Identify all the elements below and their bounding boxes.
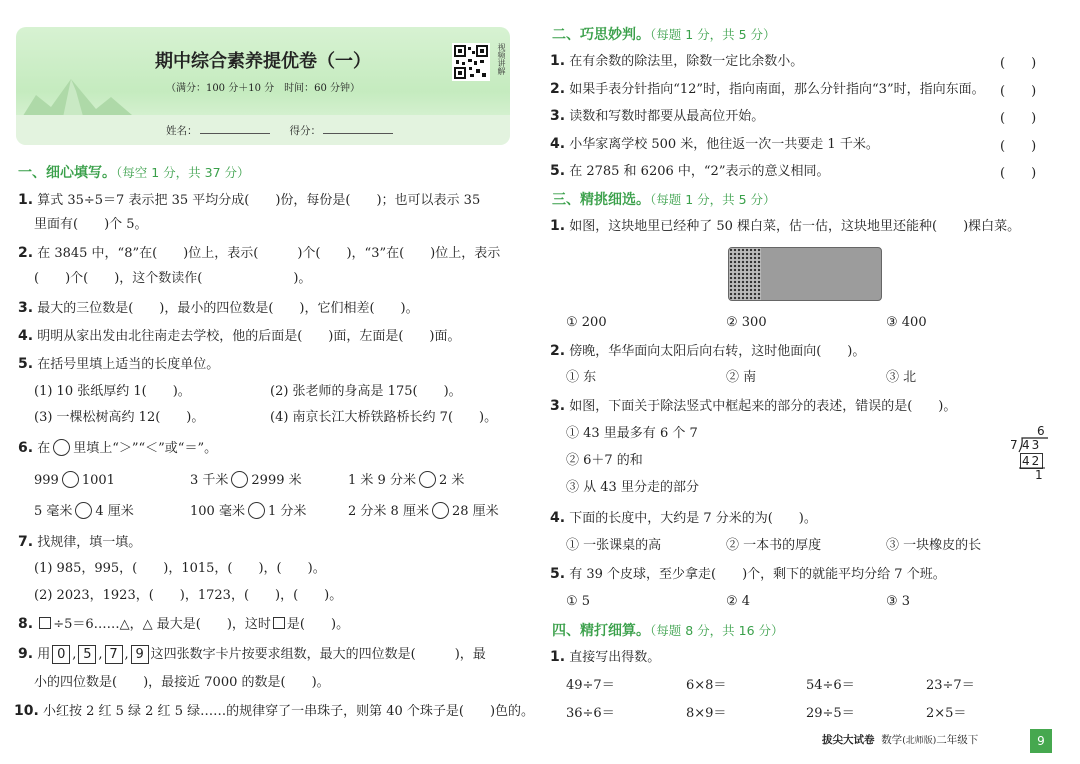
digit-card: 5	[78, 645, 96, 664]
question-7: 7. 找规律，填一填。	[18, 534, 142, 550]
cabbage-dots	[729, 248, 761, 300]
score-label: 得分：	[289, 125, 321, 137]
question-3: 3. 最大的三位数是( )，最小的四位数是( )，它们相差( )。	[18, 300, 419, 316]
page-number: 9	[1030, 729, 1052, 753]
choice-4: 4. 下面的长度中，大约是 7 分米的为( )。	[550, 510, 817, 526]
question-5-2: (2) 张老师的身高是 175( )。	[270, 384, 462, 399]
compare-1: 999 1001	[34, 473, 115, 488]
option[interactable]: ② 南	[726, 370, 757, 385]
question-7-1: (1) 985，995，( )，1015，( )，( )。	[34, 561, 326, 576]
calc-item[interactable]: 54÷6＝	[806, 678, 855, 693]
option[interactable]: ③ 从 43 里分走的部分	[566, 480, 699, 495]
section-3-heading: 三、精挑细选。（每题 1 分，共 5 分）	[552, 192, 776, 208]
choice-2: 2. 傍晚，华华面向太阳后向右转，这时他面向( )。	[550, 343, 866, 359]
dividend: 43	[1022, 438, 1042, 452]
cabbage-field-image	[728, 247, 882, 301]
option[interactable]: ③ 400	[886, 315, 927, 330]
calc-item[interactable]: 23÷7＝	[926, 678, 975, 693]
option[interactable]: ② 300	[726, 315, 767, 330]
option[interactable]: ③ 一块橡皮的长	[886, 538, 982, 553]
question-2: 2. 在 3845 中，“8”在( )位上，表示( )个( )，“3”在( )位上，表示	[18, 245, 501, 261]
name-blank[interactable]	[200, 124, 270, 134]
calc-item[interactable]: 6×8＝	[686, 678, 727, 693]
square-box-icon	[39, 617, 51, 629]
answer-paren[interactable]: ( )	[1000, 139, 1037, 154]
compare-blank[interactable]	[432, 502, 449, 519]
score-blank[interactable]	[323, 124, 393, 134]
page-footer	[822, 732, 978, 747]
digit-card: 9	[131, 645, 149, 664]
question-9: 9. 用 0 , 5 , 7 , 9 这四张数字卡片按要求组数，最大的四位数是( )，最	[18, 646, 486, 662]
qr-code-icon[interactable]	[452, 43, 490, 81]
edition: (北师版)	[902, 736, 937, 746]
square-box-icon	[273, 617, 285, 629]
answer-paren[interactable]: ( )	[1000, 166, 1037, 181]
calc-item[interactable]: 8×9＝	[686, 706, 727, 721]
name-score-line	[166, 123, 413, 138]
answer-paren[interactable]: ( )	[1000, 84, 1037, 99]
calc-item[interactable]: 49÷7＝	[566, 678, 615, 693]
question-6: 6. 在 里填上“＞”“＜”或“＝”。	[18, 440, 218, 456]
section-1-heading: 一、细心填写。（每空 1 分，共 37 分）	[18, 165, 250, 181]
compare-5: 100 毫米 1 分米	[190, 504, 307, 519]
section-2-heading: 二、巧思妙判。（每题 1 分，共 5 分）	[552, 27, 776, 43]
section-4-heading: 四、精打细算。（每题 8 分，共 16 分）	[552, 623, 784, 639]
compare-3: 1 米 9 分米 2 米	[348, 473, 465, 488]
calc-item[interactable]: 36÷6＝	[566, 706, 615, 721]
option[interactable]: ③ 3	[886, 594, 911, 609]
question-5-1: (1) 10 张纸厚约 1( )。	[34, 384, 191, 399]
calc-question-1: 1. 直接写出得数。	[550, 649, 661, 665]
compare-blank[interactable]	[62, 471, 79, 488]
choice-3: 3. 如图，下面关于除法竖式中框起来的部分的表述，错误的是( )。	[550, 398, 957, 414]
question-1: 1. 算式 35÷5＝7 表示把 35 平均分成( )份，每份是( )；也可以表示 35	[18, 192, 481, 208]
question-7-2: (2) 2023，1923，( )，1723，( )，( )。	[34, 588, 343, 603]
subject: 数学	[881, 734, 903, 746]
compare-2: 3 千米 2999 米	[190, 473, 302, 488]
compare-blank[interactable]	[75, 502, 92, 519]
option[interactable]: ① 东	[566, 370, 597, 385]
judge-3: 3. 读数和写数时都要从最高位开始。	[550, 108, 765, 124]
question-1-cont: 里面有( )个 5。	[34, 217, 148, 232]
remainder: 1	[1035, 468, 1043, 482]
divisor: 7	[1010, 438, 1018, 452]
question-5-3: (3) 一棵松树高约 12( )。	[34, 410, 205, 425]
product-box: 42	[1022, 454, 1042, 468]
answer-paren[interactable]: ( )	[1000, 56, 1037, 71]
choice-5: 5. 有 39 个皮球，至少拿走( )个，剩下的就能平均分给 7 个班。	[550, 566, 946, 582]
question-5-4: (4) 南京长江大桥铁路桥长约 7( )。	[270, 410, 498, 425]
calc-item[interactable]: 29÷5＝	[806, 706, 855, 721]
header-banner	[16, 27, 510, 145]
question-4: 4. 明明从家出发由北往南走去学校，他的后面是( )面，左面是( )面。	[18, 328, 461, 344]
book-name: 拔尖大试卷	[822, 734, 875, 746]
question-5: 5. 在括号里填上适当的长度单位。	[18, 356, 220, 372]
question-2-cont: ( )个( )，这个数读作( )。	[34, 271, 312, 286]
judge-1: 1. 在有余数的除法里，除数一定比余数小。	[550, 53, 804, 69]
judge-4: 4. 小华家离学校 500 米，他往返一次一共要走 1 千米。	[550, 136, 879, 152]
digit-card: 0	[52, 645, 70, 664]
exam-info: （满分：100 分＋10 分 时间：60 分钟）	[165, 83, 361, 94]
compare-4: 5 毫米 4 厘米	[34, 504, 134, 519]
option[interactable]: ② 6＋7 的和	[566, 453, 643, 468]
exam-title: 期中综合素养提优卷（一）	[155, 51, 371, 72]
compare-6: 2 分米 8 厘米 28 厘米	[348, 504, 499, 519]
calc-item[interactable]: 2×5＝	[926, 706, 967, 721]
compare-blank[interactable]	[248, 502, 265, 519]
option[interactable]: ② 4	[726, 594, 751, 609]
option[interactable]: ① 5	[566, 594, 591, 609]
compare-blank[interactable]	[419, 471, 436, 488]
option[interactable]: ③ 北	[886, 370, 917, 385]
question-9-cont: 小的四位数是( )，最接近 7000 的数是( )。	[34, 675, 330, 690]
qr-label: 视频讲解	[497, 43, 506, 75]
name-label: 姓名：	[166, 125, 198, 137]
judge-2: 2. 如果手表分针指向“12”时，指向南面，那么分针指向“3”时，指向东面。	[550, 81, 985, 97]
answer-paren[interactable]: ( )	[1000, 111, 1037, 126]
option[interactable]: ① 200	[566, 315, 607, 330]
division-diagram	[1008, 424, 1058, 484]
question-10: 10. 小红按 2 红 5 绿 2 红 5 绿……的规律穿了一串珠子，则第 40 个珠子是( )色的。	[14, 703, 535, 719]
judge-5: 5. 在 2785 和 6206 中，“2”表示的意义相同。	[550, 163, 830, 179]
compare-blank[interactable]	[231, 471, 248, 488]
question-8: 8. ÷5＝6……△，△ 最大是( )，这时 是( )。	[18, 616, 350, 632]
compare-circle-icon	[53, 439, 70, 456]
grade: 二年级下	[936, 734, 979, 746]
option[interactable]: ① 一张课桌的高	[566, 538, 662, 553]
option[interactable]: ① 43 里最多有 6 个 7	[566, 426, 698, 441]
quotient: 6	[1037, 424, 1045, 438]
option[interactable]: ② 一本书的厚度	[726, 538, 822, 553]
choice-1: 1. 如图，这块地里已经种了 50 棵白菜，估一估，这块地里还能种( )棵白菜。	[550, 218, 1021, 234]
digit-card: 7	[105, 645, 123, 664]
